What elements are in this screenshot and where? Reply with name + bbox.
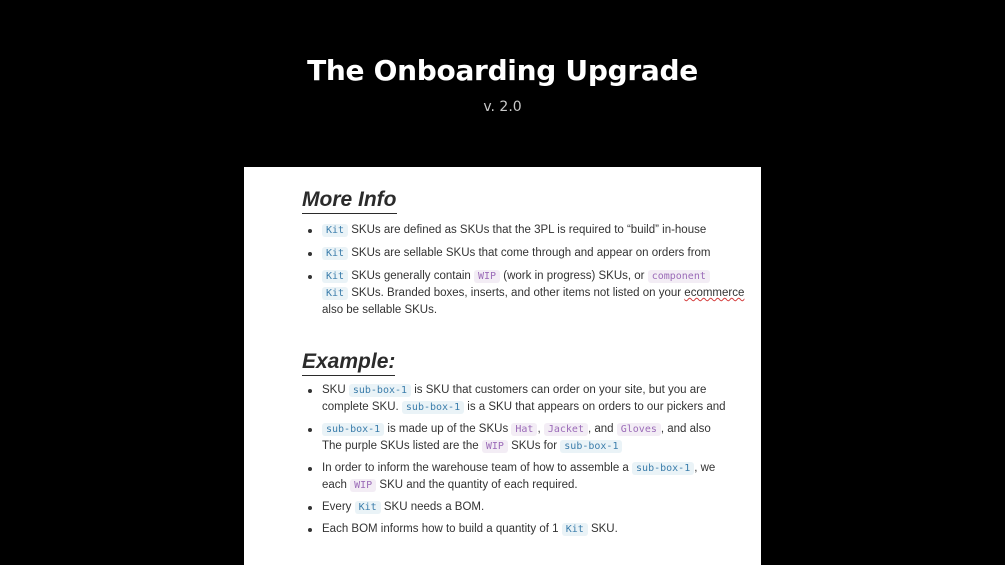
text: SKUs generally contain — [348, 270, 474, 282]
text: SKU. — [587, 523, 618, 535]
list-item — [302, 222, 707, 239]
text: is made up of the SKUs — [384, 423, 512, 435]
code-kit: Kit — [322, 247, 348, 260]
text: is a SKU that appears on orders to our pickers and — [464, 401, 726, 413]
code-hat: Hat — [511, 423, 537, 436]
more-info-list — [302, 222, 745, 319]
text: SKUs. Branded boxes, inserts, and other items not listed on your — [348, 287, 685, 299]
line — [322, 268, 704, 285]
text: , and — [587, 423, 617, 435]
code-sub-box: sub-box-1 — [349, 384, 411, 397]
line — [322, 477, 704, 494]
line: also be sellable SKUs. — [322, 304, 438, 316]
text: complete SKU. — [322, 401, 402, 413]
more-info-heading: More Info — [302, 187, 397, 214]
list-item — [302, 421, 711, 455]
list-item — [302, 460, 716, 494]
example-list — [302, 382, 726, 538]
misspelled-word: ecommerce — [684, 287, 745, 299]
list-item — [302, 382, 726, 416]
text: , and also — [660, 423, 711, 435]
document-panel[interactable] — [244, 167, 761, 565]
document-content — [302, 187, 745, 538]
code-component: component — [648, 270, 710, 283]
text: SKUs are defined as SKUs that the 3PL is required to “build” in-house — [348, 224, 707, 236]
text: SKU — [322, 384, 349, 396]
line — [322, 382, 707, 399]
code-sub-box: sub-box-1 — [560, 440, 622, 453]
line — [322, 421, 711, 438]
code-kit: Kit — [322, 270, 348, 283]
text: (work in progress) SKUs, or — [500, 270, 648, 282]
text: Each BOM informs how to build a quantity of 1 — [322, 523, 562, 535]
slide-title: The Onboarding Upgrade — [307, 54, 698, 87]
line — [322, 438, 704, 455]
text: , we — [694, 462, 716, 474]
text: SKUs for — [507, 440, 561, 452]
code-sub-box: sub-box-1 — [402, 401, 464, 414]
text: In order to inform the warehouse team of how to assemble a — [322, 462, 633, 474]
line — [322, 285, 745, 302]
line — [322, 399, 726, 416]
code-kit: Kit — [322, 224, 348, 237]
list-item — [302, 499, 704, 516]
line — [322, 460, 716, 477]
code-gloves: Gloves — [617, 423, 661, 436]
code-wip: WIP — [474, 270, 500, 283]
code-sub-box: sub-box-1 — [322, 423, 384, 436]
text: The purple SKUs listed are the — [322, 440, 482, 452]
list-item — [302, 268, 745, 319]
text: Every — [322, 501, 355, 513]
code-kit: Kit — [322, 287, 348, 300]
list-item — [302, 521, 704, 538]
slide-subtitle: v. 2.0 — [483, 99, 522, 115]
code-wip: WIP — [482, 440, 508, 453]
list-item — [302, 245, 711, 262]
code-sub-box: sub-box-1 — [632, 462, 694, 475]
text: SKU and the quantity of each required. — [376, 479, 578, 491]
text: , — [537, 423, 544, 435]
text: is SKU that customers can order on your site, but you are — [411, 384, 707, 396]
text: SKU needs a BOM. — [380, 501, 485, 513]
text: SKUs are sellable SKUs that come through and appear on orders from — [348, 247, 711, 259]
example-heading: Example: — [302, 349, 395, 376]
code-kit: Kit — [562, 523, 588, 536]
code-wip: WIP — [350, 479, 376, 492]
code-jacket: Jacket — [544, 423, 588, 436]
text: each — [322, 479, 351, 491]
code-kit: Kit — [355, 501, 381, 514]
